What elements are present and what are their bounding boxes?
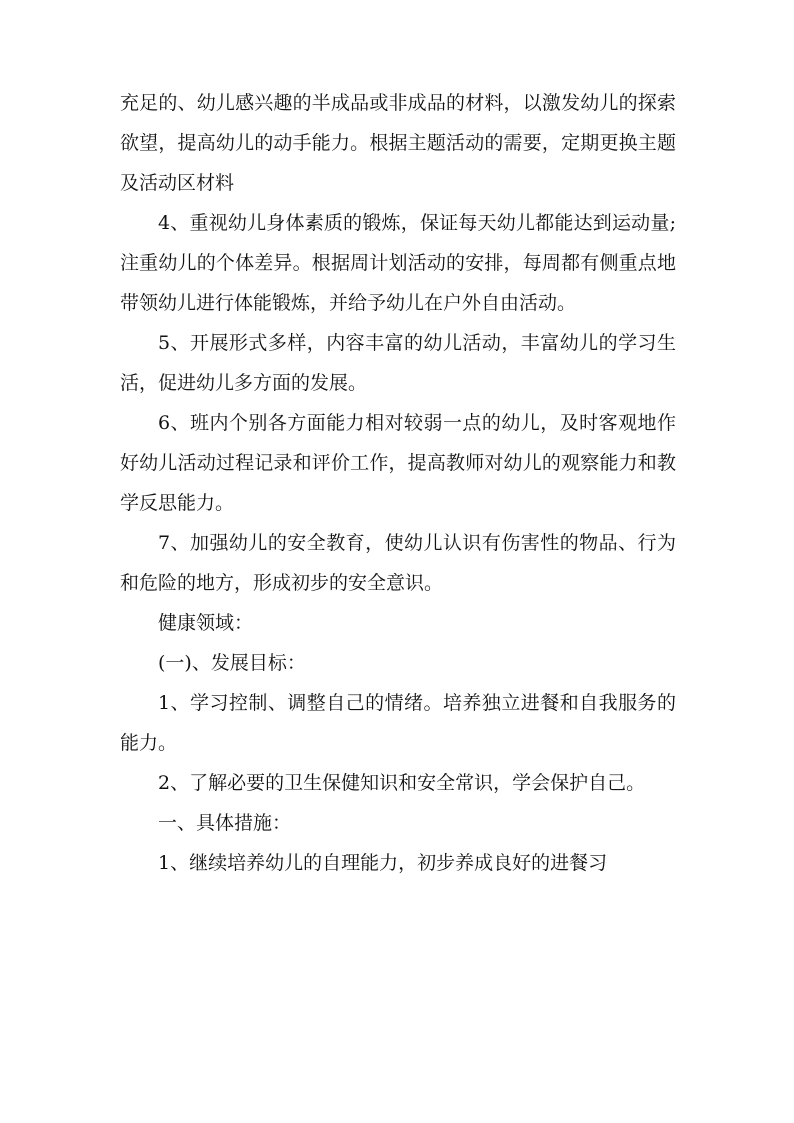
subheading-development-goals: (一)、发展目标： [158, 652, 306, 674]
section-heading-health: 健康领域： [158, 612, 254, 634]
paragraph-goal-2: 2、了解必要的卫生保健知识和安全常识，学会保护自己。 [158, 772, 646, 794]
paragraph-goal-1: 1、学习控制、调整自己的情绪。培养独立进餐和自我服务的能力。 [120, 692, 676, 754]
paragraph-measure-1: 1、继续培养幼儿的自理能力，初步养成良好的进餐习 [158, 852, 608, 874]
document-body [120, 83, 676, 883]
paragraph-item-4-physical-exercise: 4、重视幼儿身体素质的锻炼，保证每天幼儿都能达到运动量;注重幼儿的个体差异。根据周计划活动的安排，每周都有侧重点地带领幼儿进行体能锻炼，并给予幼儿在户外自由活动。 [120, 212, 676, 314]
paragraph-materials: 充足的、幼儿感兴趣的半成品或非成品的材料，以激发幼儿的探索欲望，提高幼儿的动手能力。根据主题活动的需要，定期更换主题及活动区材料 [120, 92, 676, 194]
paragraph-item-5-activities: 5、开展形式多样，内容丰富的幼儿活动，丰富幼儿的学习生活，促进幼儿多方面的发展。 [120, 332, 676, 394]
subheading-specific-measures: 一、具体措施： [158, 812, 292, 834]
paragraph-item-7-safety-education: 7、加强幼儿的安全教育，使幼儿认识有伤害性的物品、行为和危险的地方，形成初步的安全意识。 [120, 532, 676, 594]
paragraph-item-6-individual-children: 6、班内个别各方面能力相对较弱一点的幼儿，及时客观地作好幼儿活动过程记录和评价工作，提高教师对幼儿的观察能力和教学反思能力。 [120, 412, 676, 514]
